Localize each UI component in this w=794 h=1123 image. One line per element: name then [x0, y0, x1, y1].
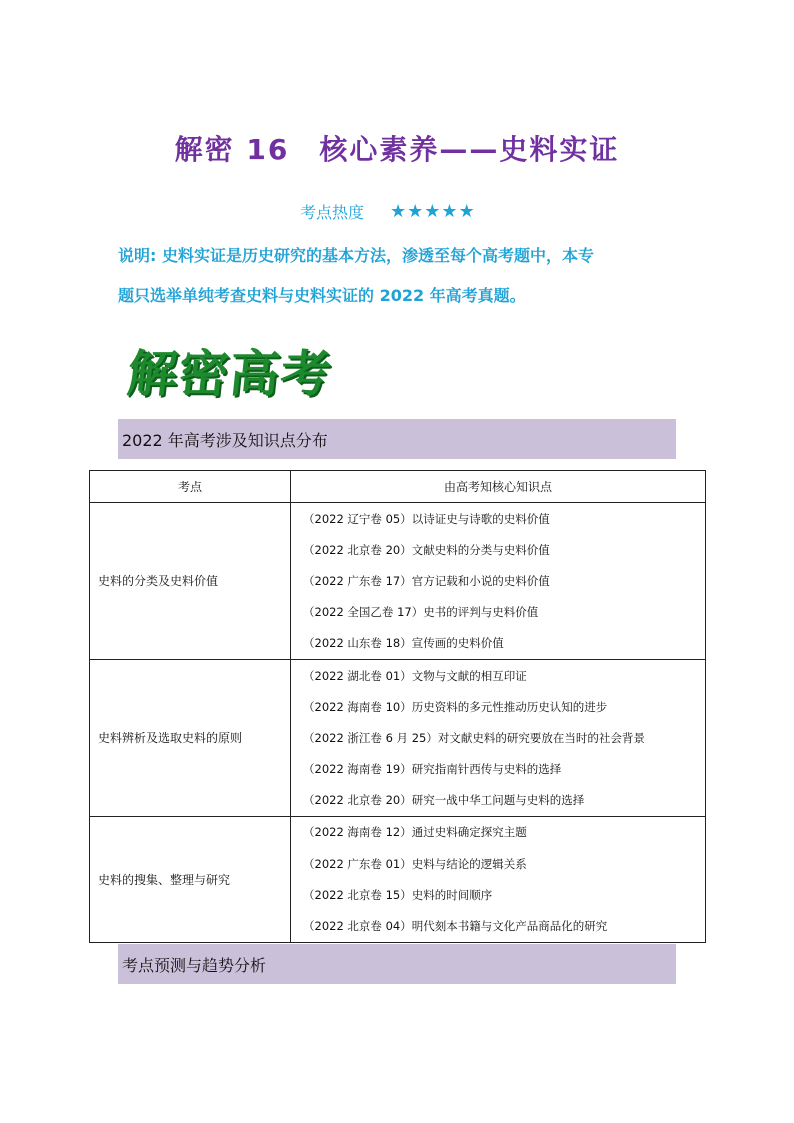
category-cell: 史料辨析及选取史料的原则 — [90, 659, 291, 816]
list-item: （2022 北京卷 04）明代刻本书籍与文化产品商品化的研究 — [303, 919, 608, 934]
list-item: （2022 海南卷 10）历史资料的多元性推动历史认知的进步 — [303, 699, 608, 714]
category-cell: 史料的搜集、整理与研究 — [90, 816, 291, 942]
table-row — [90, 816, 706, 942]
items-cell — [291, 503, 706, 660]
section-heading-distribution: 2022 年高考涉及知识点分布 — [118, 419, 676, 459]
items-cell — [291, 659, 706, 816]
list-item: （2022 北京卷 20）研究一战中华工问题与史料的选择 — [303, 793, 585, 808]
list-item: （2022 湖北卷 01）文物与文献的相互印证 — [303, 668, 527, 683]
category-cell: 史料的分类及史料价值 — [90, 503, 291, 660]
list-item: （2022 广东卷 17）官方记载和小说的史料价值 — [303, 573, 550, 588]
list-item: （2022 海南卷 19）研究指南针西传与史料的选择 — [303, 762, 562, 777]
section-heading-forecast: 考点预测与趋势分析 — [118, 944, 676, 984]
jiemi-gaokao-logo: 解密高考 — [124, 344, 335, 403]
list-item: （2022 北京卷 15）史料的时间顺序 — [303, 887, 493, 902]
list-item: （2022 北京卷 20）文献史料的分类与史料价值 — [303, 542, 550, 557]
description-note — [118, 236, 688, 316]
header-knowledge-points: 由高考知核心知识点 — [291, 471, 706, 503]
star-rating-icon: ★★★★★ — [390, 200, 476, 222]
page-title: 解密 16 核心素养——史料实证 — [174, 133, 620, 166]
header-kaodian: 考点 — [90, 471, 291, 503]
hotness-label: 考点热度 — [300, 202, 365, 222]
hotness-line — [300, 199, 476, 223]
list-item: （2022 全国乙卷 17）史书的评判与史料价值 — [303, 605, 539, 620]
note-line-2: 题只选举单纯考查史料与史料实证的 2022 年高考真题。 — [118, 286, 526, 305]
list-item: （2022 辽宁卷 05）以诗证史与诗歌的史料价值 — [303, 511, 550, 526]
list-item: （2022 广东卷 01）史料与结论的逻辑关系 — [303, 856, 527, 871]
knowledge-point-table — [89, 470, 706, 943]
table-row — [90, 659, 706, 816]
list-item: （2022 山东卷 18）宣传画的史料价值 — [303, 636, 504, 651]
list-item: （2022 海南卷 12）通过史料确定探究主题 — [303, 825, 527, 840]
table-row — [90, 503, 706, 660]
items-cell — [291, 816, 706, 942]
note-line-1: 说明: 史料实证是历史研究的基本方法，渗透至每个高考题中，本专 — [118, 246, 594, 265]
list-item: （2022 浙江卷 6 月 25）对文献史料的研究要放在当时的社会背景 — [303, 730, 645, 745]
table-header-row — [90, 471, 706, 503]
